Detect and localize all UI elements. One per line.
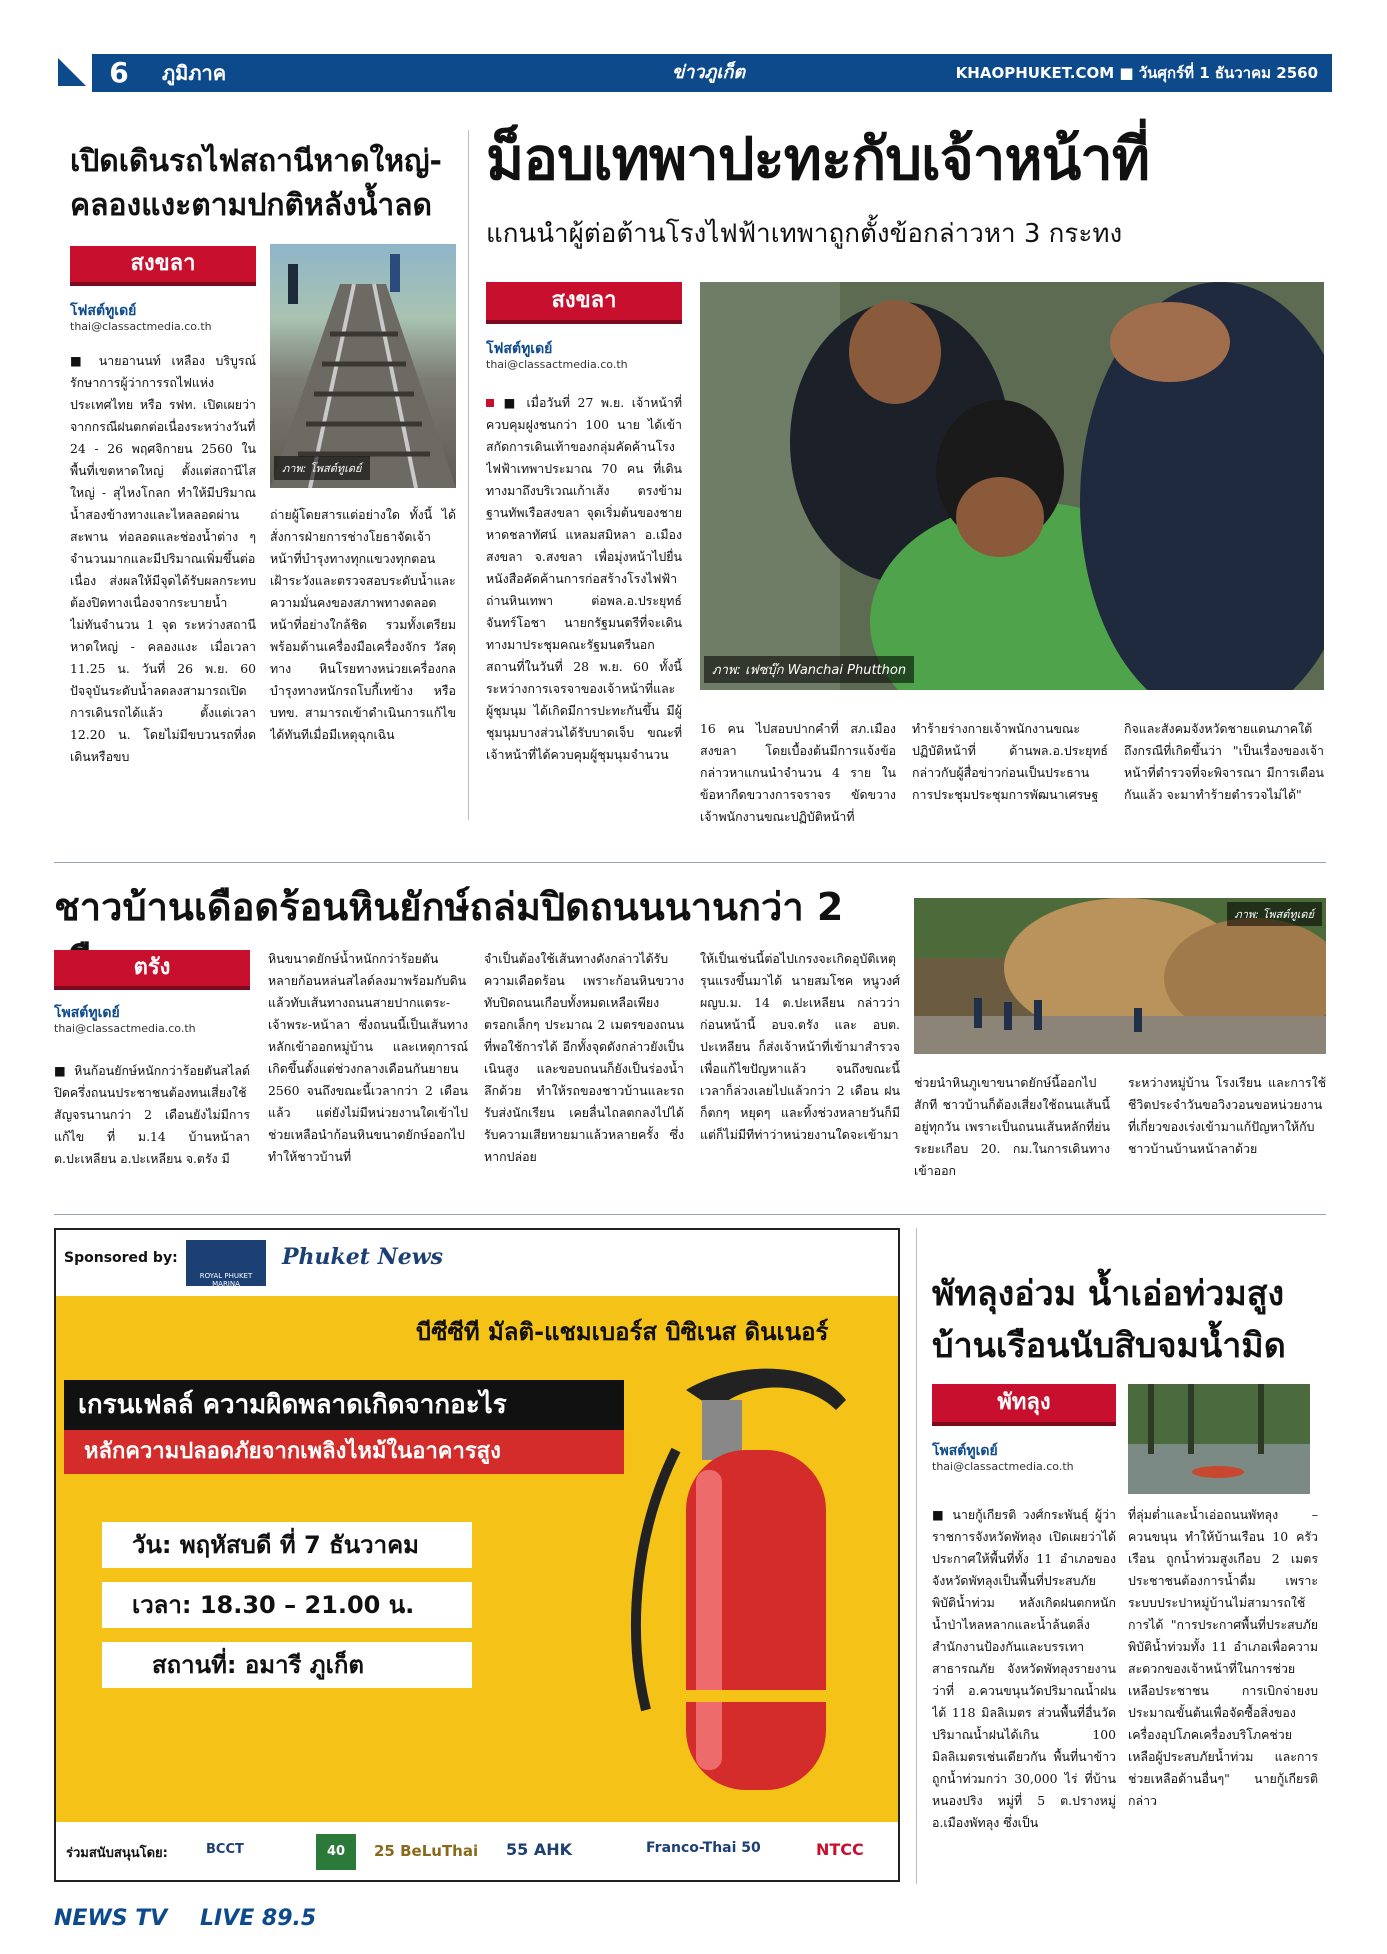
story1-col2: ถ่ายผู้โดยสารแต่อย่างใด ทั้งนี้ ได้สั่งการฝ่ายการช่างโยธาจัดเจ้าหน้าที่บำรุงทางทุกแขวงทุกตอน เฝ้าระวังและตรวจสอบระดับน้ำและความมั่นคงของสภาพทางตลอดหน้าที่อย่างใกล้ชิด รวมทั้งเตรียมพร้อมด้านเครื่องมือเครื่องจักร วัสดุทาง หินโรยทางหน่วยเครื่องกลบำรุงทางหนักรถโบกี้เทข้าง หรือ บทข. สามารถเข้าดำเนินการแก้ไขได้ทันทีเมื่อมีเหตุฉุกเฉิน [270,507,456,742]
footer-logo-news[interactable]: NEWS TV [54,1906,168,1931]
story1-headline: เปิดเดินรถไฟสถานีหาดใหญ่-คลองแงะตามปกติหลังน้ำลด [70,144,442,223]
story3-col2: หินขนาดยักษ์น้ำหนักกว่าร้อยตันหลายก้อนหล่นสไลด์ลงมาพร้อมกับดินแล้วทับเส้นทางถนนสายปากแตระ-เจ้าพระ-หน้าลา ซึ่งถนนนี้เป็นเส้นทางหลักเข้าออกหมู่บ้าน และเหตุการณ์เกิดขึ้นตั้งแต่ช่วงกลางเดือนกันยายน 2560 จนถึงขณะนี้เวลากว่า 2 เดือนแล้ว แต่ยังไม่มีหน่วยงานใดเข้าไปช่วยเหลือนำก้อนหินขนาดยักษ์ออกไปทำให้ชาวบ้านที่ [268,951,468,1164]
story4-col2: ที่ลุ่มต่ำและน้ำเอ่อถนนพัทลุง – ควนขนุน ทำให้บ้านเรือน 10 ครัวเรือน ถูกน้ำท่วมสูงเกือบ 2 เมตร ประชาชนต้องการน้ำดื่ม เพราะระบบประปาหมู่บ้านไม่สามารถใช้การได้ "การประกาศพื้นที่ประสบภัยพิบัติน้ำท่วมทั้ง 11 อำเภอเพื่อความสะดวกของเจ้าหน้าที่ในการช่วยเหลือประชาชน การเบิกจ่ายงบประมาณขั้นต้นเพื่อจัดซื้อสิ่งของเครื่องอุปโภคเครื่องบริโภคช่วยเหลือผู้ประสบภัยน้ำท่วม และการช่วยเหลือด้านอื่นๆ" นายกู้เกียรติ กล่าว [1128,1507,1318,1808]
story2-col4: กิจและสังคมจังหวัดชายแดนภาคใต้ ถึงกรณีที่เกิดขึ้นว่า "เป็นเรื่องของเจ้าหน้าที่ตำรวจที่จะพิจารณา มีการเตือนกันแล้ว จะมาทำร้ายตำรวจไม่ได้" [1124,721,1324,802]
story4-headline: พัทลุงอ่วม น้ำเอ่อท่วมสูงบ้านเรือนนับสิบจมน้ำมิด [932,1274,1286,1366]
brand-logo: ข่าวภูเก็ต [672,62,746,83]
story2-subheadline: แกนนำผู้ต่อต้านโรงไฟฟ้าเทพาถูกตั้งข้อกล่าวหา 3 กระทง [486,219,1123,249]
supporter-logo: 40 [316,1834,356,1870]
story4-photo [1128,1384,1310,1494]
story3-col1: ■ หินก้อนยักษ์หนักกว่าร้อยตันสไลด์ปิดครึ่งถนนประชาชนต้องทนเสี่ยงใช้สัญจรนานกว่า 2 เดือนยังไม่มีการแก้ไข ที่ ม.14 บ้านหน้าลา ต.ปะเหลียน อ.ปะเหลียน จ.ตรัง มี [54,1063,250,1166]
section-rule [54,862,1326,863]
story2-col1: ■ เมื่อวันที่ 27 พ.ย. เจ้าหน้าที่ควบคุมฝูงชนกว่า 100 นาย ได้เข้าสกัดการเดินเท้าของกลุ่มคัดค้านโรงไฟฟ้าเทพาประมาณ 70 คน ที่เดินทางมาถึงบริเวณเก้าเส้ง ตรงข้ามฐานทัพเรือสงขลา จุดเริ่มต้นของชายหาดชลาทัศน์ แหลมสมิหลา อ.เมืองสงขลา จ.สงขลา เพื่อมุ่งหน้าไปยื่นหนังสือคัดค้านการก่อสร้างโรงไฟฟ้าถ่านหินเทพา ต่อพล.อ.ประยุทธ์ จันทร์โอชา นายกรัฐมนตรีที่จะเดินทางมาประชุมคณะรัฐมนตรีนอกสถานที่ในวันที่ 28 พ.ย. 60 ทั้งนี้ระหว่างการเจรจาของเจ้าหน้าที่และผู้ชุมนุม ได้เกิดมีการปะทะกันขึ้น มีผู้ชุมนุมบางส่วนได้รับบาดเจ็บ ขณะที่เจ้าหน้าที่ได้ควบคุมผู้ชุมนุมจำนวน [486,395,682,762]
story3-photo [914,898,1326,1054]
advertisement[interactable] [54,1228,900,1882]
story3-email: thai@classactmedia.co.th [54,1022,196,1035]
column-divider [468,130,469,820]
story3-col4: ให้เป็นเช่นนี้ต่อไปเกรงจะเกิดอุบัติเหตุรุนแรงขึ้นมาได้ นายสมโชค หนูวงศ์ ผญบ.ม. 14 ต.ปะเหลียน กล่าวว่า ก่อนหน้านี้ อบจ.ตรัง และ อบต. ปะเหลียน ก็ส่งเจ้าหน้าที่เข้ามาสำรวจเพื่อแก้ไขปัญหาแล้ว จนถึงขณะนี้เวลาก็ล่วงเลยไปแล้วกว่า 2 เดือน ฝนก็ตกๆ หยุดๆ และทิ้งช่วงหลายวันก็มีแต่ก็ไม่มีทีท่าว่าหน่วยงานใดจะเข้ามา [700,951,900,1142]
section-rule [54,1214,1326,1215]
story4-email: thai@classactmedia.co.th [932,1460,1074,1473]
story2-email: thai@classactmedia.co.th [486,358,628,371]
story2-col2: 16 คน ไปสอบปากคำที่ สภ.เมืองสงขลา โดยเบื้องต้นมีการแจ้งข้อกล่าวหาแกนนำจำนวน 4 ราย ในข้อหากีดขวางการจราจร ขัดขวางเจ้าพนักงานขณะปฏิบัติหน้าที่ [700,721,896,824]
ad-time: เวลา: 18.30 – 21.00 น. [102,1582,472,1628]
story3-photo-caption: ภาพ: โพสต์ทูเดย์ [1227,902,1323,926]
story3-col5: ช่วยนำหินภูเขาขนาดยักษ์นี้ออกไปสักที ชาวบ้านก็ต้องเสี่ยงใช้ถนนเส้นนี้อยู่ทุกวัน เพราะเป็นถนนเส้นหลักที่ย่นระยะเกือบ 20. กม.ในการเดินทางเข้าออก [914,1075,1110,1178]
story3-byline: โพสต์ทูเดย์ [54,1005,120,1021]
story2-col3: ทำร้ายร่างกายเจ้าพนักงานขณะปฏิบัติหน้าที่ ด้านพล.อ.ประยุทธ์ กล่าวกับผู้สื่อข่าวก่อนเป็นประธานการประชุมประชุมการพัฒนาเศรษฐ [912,721,1108,802]
page-number: 6 [109,56,129,89]
supporter-logo: BCCT [206,1842,244,1857]
story2-tag: สงขลา [486,282,682,324]
supporter-logo: Franco-Thai 50 [646,1840,761,1856]
story2-headline: ม็อบเทพาปะทะกับเจ้าหน้าที่ [486,125,1150,193]
fire-extinguisher-icon [616,1330,856,1800]
story2-byline: โฟสต์ทูเดย์ [486,341,553,357]
story4-tag: พัทลุง [932,1384,1116,1426]
story4-col1: ■ นายกู้เกียรติ วงศ์กระพันธุ์ ผู้ว่าราชการจังหวัดพัทลุง เปิดเผยว่าได้ประกาศให้พื้นที่ทั้ง 11 อำเภอของจังหวัดพัทลุงเป็นพื้นที่ประสบภัยพิบัติน้ำท่วม หลังเกิดฝนตกหนัก น้ำป่าไหลหลากและน้ำล้นตลิ่ง สำนักงานป้องกันและบรรเทาสาธารณภัย จังหวัดพัทลุงรายงานว่าที่ อ.ควนขนุนวัดปริมาณน้ำฝนได้ 118 มิลลิเมตร ส่วนพื้นที่อื่นวัดปริมาณน้ำฝนได้เกิน 100 มิลลิเมตรเช่นเดียวกัน พื้นที่นาข้าวถูกน้ำท่วมกว่า 30,000 ไร่ ที่บ้านหนองปริง หมู่ที่ 5 ต.ปรางหมู่ อ.เมืองพัทลุง ซึ่งเป็น [932,1507,1116,1830]
sponsor-logo-news: Phuket News [282,1244,444,1270]
ad-topic: เกรนเฟลล์ ความผิดพลาดเกิดจากอะไร [64,1380,624,1430]
corner-mark [52,54,92,92]
ad-subtopic: หลักความปลอดภัยจากเพลิงไหม้ในอาคารสูง [64,1430,624,1474]
supporter-logo: 25 BeLuThai [374,1842,479,1860]
ad-sponsor-bar [56,1230,898,1296]
supporter-logo: NTCC [816,1840,864,1859]
story1-byline: โฟสต์ทูเดย์ [70,303,137,319]
flood-photo-illustration [1128,1384,1310,1494]
site-date: KHAOPHUKET.COM ■ วันศุกร์ที่ 1 ธันวาคม 2560 [955,64,1318,82]
story1-photo-caption: ภาพ: โพสต์ทูเดย์ [274,456,370,480]
ad-venue: สถานที่: อมารี ภูเก็ต [102,1642,472,1688]
story2-photo [700,282,1324,690]
column-divider [916,1228,917,1884]
bullet-square [486,399,494,407]
story1-photo [270,244,456,488]
ad-sponsored-label: Sponsored by: [64,1250,178,1266]
sponsor-logo-marina: ROYAL PHUKET MARINA [186,1240,266,1286]
clash-photo-illustration [700,282,1324,690]
story1-tag: สงขลา [70,246,256,286]
page-header [52,54,1332,92]
railway-photo-illustration [270,244,456,488]
story3-headline: ชาวบ้านเดือดร้อนหินยักษ์ถล่มปิดถนนนานกว่า 2 [54,885,844,929]
ad-event-title: บีซีซีที มัลติ-แชมเบอร์ส บิซิเนส ดินเนอร์ [416,1318,829,1346]
ad-supporters-bar [56,1822,898,1882]
supporters-label: ร่วมสนับสนุนโดย: [66,1846,168,1861]
story3-col6: ระหว่างหมู่บ้าน โรงเรียน และการใช้ชีวิตประจำวันขอวิงวอนขอหน่วยงานที่เกี่ยวของเร่งเข้ามาแก้ปัญหาให้กับชาวบ้านบ้านหน้าลาด้วย [1128,1075,1326,1156]
story3-col3: จำเป็นต้องใช้เส้นทางดังกล่าวได้รับความเดือดร้อน เพราะก้อนหินขวางทับปิดถนนเกือบทั้งหมดเหลือเพียงตรอกเล็กๆ ประมาณ 2 เมตรของถนนที่พอใช้การได้ อีกทั้งจุดดังกล่าวยังเป็นเนินสูง และขอบถนนก็ยังเป็นร่องน้ำลึกด้วย ทำให้รถของชาวบ้านและรถรับส่งนักเรียน เคยลื่นไถลตกลงไปได้รับความเสียหายมาแล้วหลายครั้ง ซึ่งหากปล่อย [484,951,684,1164]
story3-tag: ตรัง [54,950,250,990]
ad-date: วัน: พฤหัสบดี ที่ 7 ธันวาคม [102,1522,472,1568]
story1-col1: ■ นายอานนท์ เหลือง บริบูรณ์ รักษาการผู้ว่าการรถไฟแห่งประเทศไทย หรือ รฟท. เปิดเผยว่าจากกรณีฝนตกต่อเนื่องระหว่างวันที่ 24 - 26 พฤศจิกายน 2560 ในพื้นที่เขตหาดใหญ่ ตั้งแต่สถานีไสใหญ่ - สุไหงโกลก ทำให้มีปริมาณน้ำสองข้างทางและไหลลอดผ่านสะพาน ท่อลอดและช่องน้ำต่าง ๆ จำนวนมากและมีปริมาณเพิ่มขึ้นต่อเนื่อง ส่งผลให้มีจุดได้รับผลกระทบต้องปิดทางเนื่องจากระบายน้ำไม่ทันจำนวน 1 จุด ระหว่างสถานีหาดใหญ่ - คลองแงะ เมื่อเวลา 11.25 น. วันที่ 26 พ.ย. 60 ปัจจุบันระดับน้ำลดลงสามารถเปิดการเดินรถได้แล้ว ตั้งแต่เวลา 12.20 น. โดยไม่มีขบวนรถที่งดเดินหรือขบ [70,353,256,764]
footer-logo-live[interactable]: LIVE 89.5 [200,1906,317,1931]
section-name: ภูมิภาค [162,61,227,85]
supporter-logo: 55 AHK [506,1840,573,1859]
story1-email: thai@classactmedia.co.th [70,320,212,333]
story2-photo-caption: ภาพ: เฟซบุ๊ก Wanchai Phutthon [704,656,914,683]
story4-byline: โพสต์ทูเดย์ [932,1443,998,1459]
